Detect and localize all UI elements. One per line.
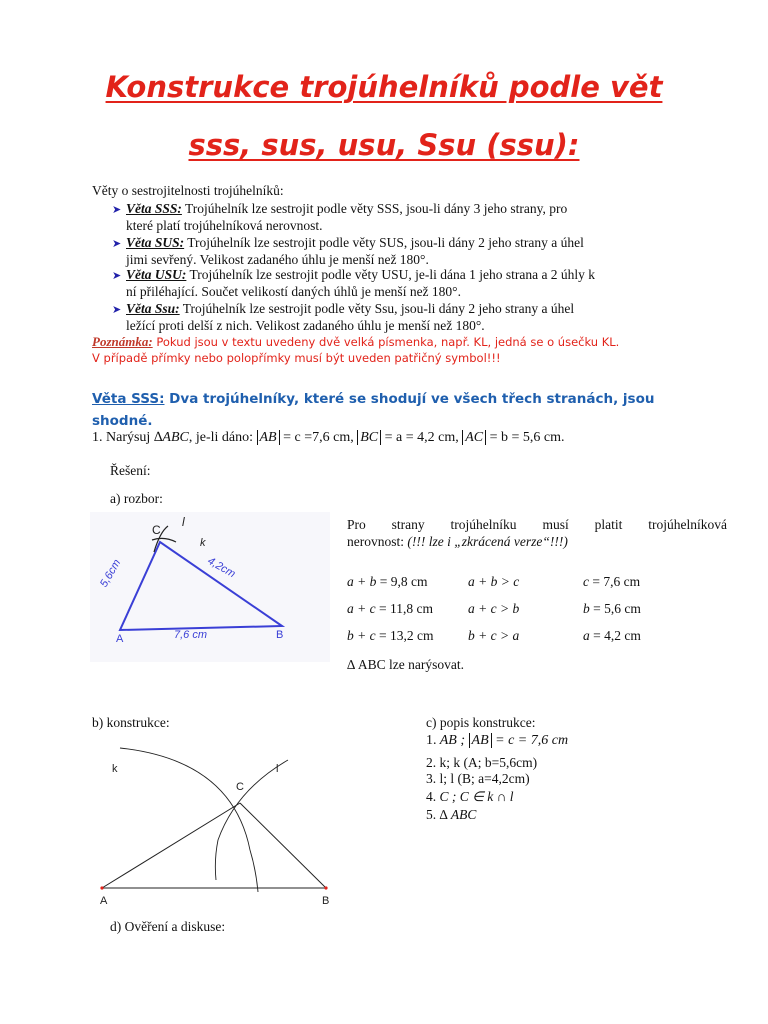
arrow-bullet-icon: ➤ xyxy=(112,238,122,250)
sketch-side-b: 5,6cm xyxy=(97,557,124,590)
inequality-row-3: b + c = 13,2 cm xyxy=(347,628,434,643)
theorem-sus: ➤ Věta SUS: Trojúhelník lze sestrojit podle věty SUS, jsou-li dány 2 jeho strany a úhel xyxy=(112,234,702,253)
circle-arc-k xyxy=(120,748,258,892)
theorem-sss: ➤ Věta SSS: Trojúhelník lze sestrojit podle věty SSS, jsou-li dány 3 jeho strany, pro xyxy=(112,200,702,219)
description-label: c) popis konstrukce: xyxy=(426,715,536,730)
sketch-label-a: A xyxy=(116,633,124,645)
page-subtitle: sss, sus, usu, Ssu (ssu): xyxy=(188,128,580,162)
note-cont: V případě přímky nebo polopřímky musí být uveden patřičný symbol!!! xyxy=(92,351,501,365)
theorem-usu-cont: ní přiléhající. Součet velikostí daných úhlů je menší než 180°. xyxy=(126,284,461,299)
page-title: Konstrukce trojúhelníků podle vět xyxy=(105,70,663,104)
analysis-label: a) rozbor: xyxy=(110,491,163,506)
sss-heading-cont: shodné. xyxy=(92,413,153,429)
given-side-2: b = 5,6 cm xyxy=(583,601,641,616)
circle-arc-l xyxy=(215,760,288,880)
inequality-check-2: a + c > b xyxy=(468,601,520,616)
theorem-usu: ➤ Věta USU: Trojúhelník lze sestrojit podle věty USU, je-li dána 1 jeho strana a 2 úhly k xyxy=(112,266,702,285)
arrow-bullet-icon: ➤ xyxy=(112,204,122,216)
point-b xyxy=(324,886,327,889)
theorem-sus-cont: jimi sevřený. Velikost zadaného úhlu je menší než 180°. xyxy=(126,252,429,267)
sketch-background xyxy=(90,512,330,662)
theorem-ssu: ➤ Věta Ssu: Trojúhelník lze sestrojit podle věty Ssu, jsou-li dány 2 jeho strany a úhel xyxy=(112,300,702,319)
inequality-intro: Pro strany trojúhelníku musí platit trojúhelníková xyxy=(347,517,727,532)
step-5: 5. ∆ ABC xyxy=(426,807,477,822)
inequality-check-1: a + b > c xyxy=(468,574,520,589)
step-1: 1. AB ; AB = c = 7,6 cm xyxy=(426,733,569,748)
sketch-label-l: l xyxy=(182,515,185,529)
inequality-row-1: a + b = 9,8 cm xyxy=(347,574,428,589)
segment-ac xyxy=(102,803,240,888)
segment-bc xyxy=(240,803,326,888)
theorem-ssu-cont: ležící proti delší z nich. Velikost zadaného úhlu je menší než 180°. xyxy=(126,318,485,333)
sketch-label-c: C xyxy=(152,523,161,537)
solution-label: Řešení: xyxy=(110,463,151,478)
sketch-side-a: 4,2cm xyxy=(205,554,238,581)
conclusion: ∆ ABC lze narýsovat. xyxy=(347,657,464,672)
point-a xyxy=(100,886,103,889)
inequality-row-2: a + c = 11,8 cm xyxy=(347,601,433,616)
label-c: C xyxy=(236,781,244,793)
note: Poznámka: Pokud jsou v textu uvedeny dvě velká písmenka, např. KL, jedná se o úsečku KL. xyxy=(92,334,620,349)
step-2: 2. k; k (A; b=5,6cm) xyxy=(426,755,538,770)
label-a: A xyxy=(100,895,108,907)
construction-label: b) konstrukce: xyxy=(92,715,170,730)
sketch-side-c: 7,6 cm xyxy=(174,629,208,641)
label-k: k xyxy=(112,763,118,775)
label-l: l xyxy=(276,763,279,775)
label-b: B xyxy=(322,895,330,907)
sketch-label-b: B xyxy=(276,629,284,641)
verification-label: d) Ověření a diskuse: xyxy=(110,919,226,934)
task-statement: 1. Narýsuj ∆ABC, je-li dáno: AB = c =7,6 cm, BC = a = 4,2 cm, AC = b = 5,6 cm. xyxy=(92,430,565,445)
sss-heading: Věta SSS: Dva trojúhelníky, které se shodují ve všech třech stranách, jsou xyxy=(92,391,655,407)
given-side-3: a = 4,2 cm xyxy=(583,628,641,643)
inequality-intro-cont: nerovnost: (!!! lze i „zkrácená verze“!!!) xyxy=(347,534,568,549)
intro-text: Věty o sestrojitelnosti trojúhelníků: xyxy=(92,183,284,198)
sketch-label-k: k xyxy=(200,537,206,549)
given-side-1: c = 7,6 cm xyxy=(583,574,641,589)
construction-drawing xyxy=(92,730,342,912)
inequality-check-3: b + c > a xyxy=(468,628,520,643)
step-4: 4. C ; C ∈ k ∩ l xyxy=(426,789,514,804)
arrow-bullet-icon: ➤ xyxy=(112,270,122,282)
analysis-sketch xyxy=(90,512,330,662)
step-3: 3. l; l (B; a=4,2cm) xyxy=(426,771,530,786)
theorem-sss-cont: které platí trojúhelníková nerovnost. xyxy=(126,218,323,233)
arrow-bullet-icon: ➤ xyxy=(112,304,122,316)
